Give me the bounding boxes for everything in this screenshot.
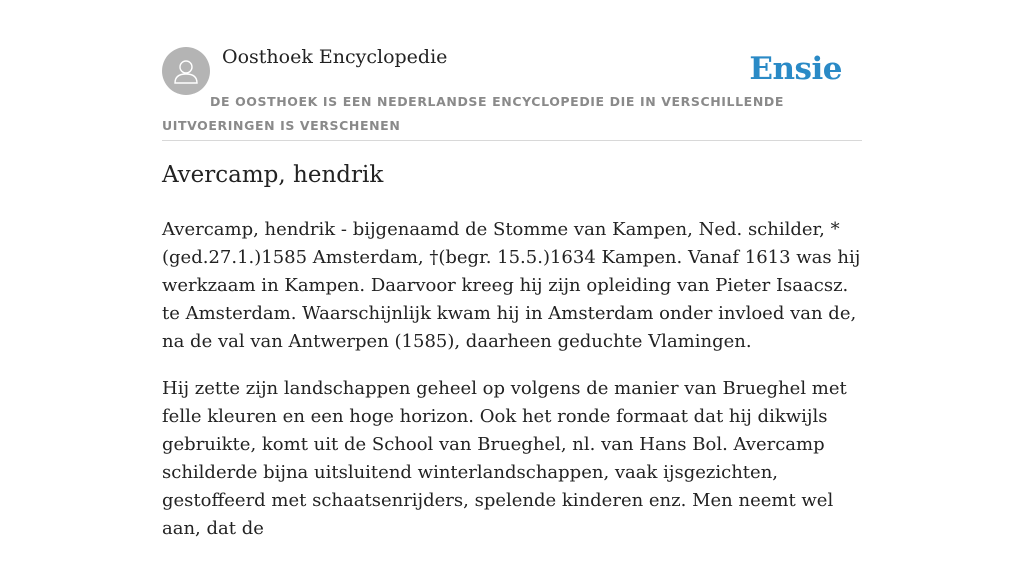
header	[162, 46, 862, 141]
brand-logo[interactable]: Ensie	[749, 51, 842, 87]
avatar[interactable]	[162, 47, 210, 95]
article-paragraph: Hij zette zijn landschappen geheel op volgens de manier van Brueghel met felle kleuren en een hoge horizon. Ook het ronde formaat dat hij dikwijls gebruikte, komt uit de School van Brueghel, nl. van Hans Bol. Avercamp schilderde bijna uitsluitend winterlandschappen, vaak ijsgezichten, gestoffeerd met schaatsenrijders, spelende kinderen enz. Men neemt wel aan, dat de	[162, 378, 847, 539]
article-title: Avercamp, hendrik	[162, 162, 384, 188]
source-description: DE OOSTHOEK IS EEN NEDERLANDSE ENCYCLOPEDIE DIE IN VERSCHILLENDE UITVOERINGEN IS VERSCHENEN	[162, 94, 784, 133]
user-icon	[171, 56, 201, 86]
article-body	[162, 216, 862, 562]
source-name[interactable]: Oosthoek Encyclopedie	[222, 46, 448, 68]
article-paragraph: Avercamp, hendrik - bijgenaamd de Stomme van Kampen, Ned. schilder, * (ged.27.1.)1585 Amsterdam, †(begr. 15.5.)1634 Kampen. Vanaf 1613 was hij werkzaam in Kampen. Daarvoor kreeg hij zijn opleiding van Pieter Isaacsz. te Amsterdam. Waarschijnlijk kwam hij in Amsterdam onder invloed van de, na de val van Antwerpen (1585), daarheen geduchte Vlamingen.	[162, 219, 861, 352]
